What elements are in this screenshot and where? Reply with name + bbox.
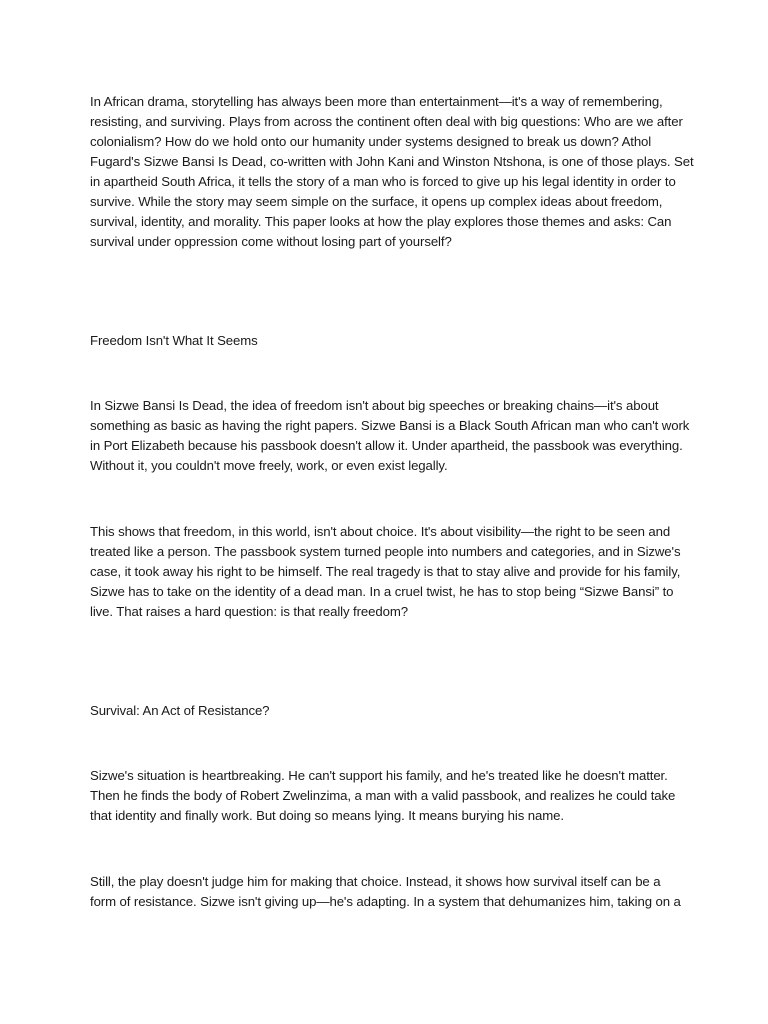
survival-paragraph-1-line: Then he finds the body of Robert Zwelinzima, a man with a valid passbook, and realizes he could take xyxy=(90,788,676,803)
freedom-paragraph-1-line: something as basic as having the right papers. Sizwe Bansi is a Black South African man who can't work xyxy=(90,418,690,433)
survival-paragraph-1-line: that identity and finally work. But doing so means lying. It means burying his name. xyxy=(90,808,564,823)
freedom-paragraph-2-line: This shows that freedom, in this world, isn't about choice. It's about visibility—the right to be seen and xyxy=(90,524,671,539)
freedom-paragraph-1-line: Without it, you couldn't move freely, work, or even exist legally. xyxy=(90,458,448,473)
intro-line: in apartheid South Africa, it tells the story of a man who is forced to give up his legal identity in order to xyxy=(90,174,676,189)
freedom-paragraph-2-line: Sizwe has to take on the identity of a dead man. In a cruel twist, he has to stop being “Sizwe Bansi” to xyxy=(90,584,674,599)
survival-paragraph-2-line: form of resistance. Sizwe isn't giving up—he's adapting. In a system that dehumanizes him, taking on a xyxy=(90,894,681,909)
section-heading-freedom: Freedom Isn't What It Seems xyxy=(90,333,258,348)
intro-line: Fugard's Sizwe Bansi Is Dead, co-written with John Kani and Winston Ntshona, is one of those plays. Set xyxy=(90,154,694,169)
survival-paragraph-1-line: Sizwe's situation is heartbreaking. He can't support his family, and he's treated like he doesn't matter. xyxy=(90,768,668,783)
freedom-paragraph-2-line: case, it took away his right to be himself. The real tragedy is that to stay alive and provide for his family, xyxy=(90,564,681,579)
freedom-paragraph-2-line: live. That raises a hard question: is that really freedom? xyxy=(90,604,408,619)
intro-line: colonialism? How do we hold onto our humanity under systems designed to break us down? Athol xyxy=(90,134,652,149)
survival-paragraph-2-line: Still, the play doesn't judge him for making that choice. Instead, it shows how survival itself can be a xyxy=(90,874,661,889)
freedom-paragraph-2-line: treated like a person. The passbook system turned people into numbers and categories, and in Sizwe's xyxy=(90,544,681,559)
freedom-paragraph-1-line: in Port Elizabeth because his passbook doesn't allow it. Under apartheid, the passbook was everything. xyxy=(90,438,683,453)
intro-line: survival, identity, and morality. This paper looks at how the play explores those themes and asks: Can xyxy=(90,214,672,229)
freedom-paragraph-1-line: In Sizwe Bansi Is Dead, the idea of freedom isn't about big speeches or breaking chains—it's about xyxy=(90,398,659,413)
section-heading-survival: Survival: An Act of Resistance? xyxy=(90,703,270,718)
intro-line: resisting, and surviving. Plays from across the continent often deal with big questions: Who are we after xyxy=(90,114,683,129)
intro-line: survive. While the story may seem simple on the surface, it opens up complex ideas about freedom, xyxy=(90,194,663,209)
intro-line: In African drama, storytelling has always been more than entertainment—it's a way of remembering, xyxy=(90,94,663,109)
intro-line: survival under oppression come without losing part of yourself? xyxy=(90,234,452,249)
